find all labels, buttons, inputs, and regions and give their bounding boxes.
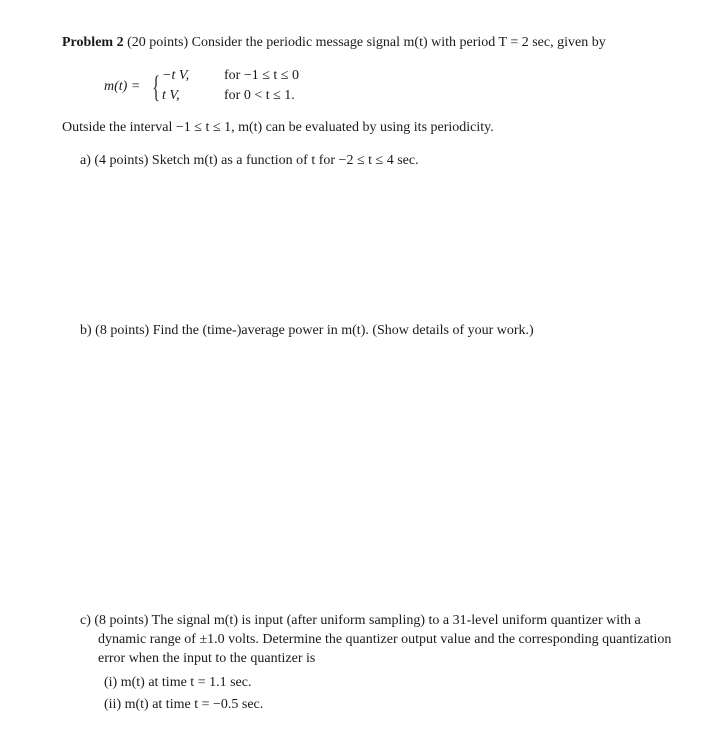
case1-expression: −t V, [162, 68, 190, 83]
part-c-subquestion-ii: (ii) m(t) at time t = −0.5 sec. [104, 697, 264, 712]
piecewise-brace: { [152, 69, 161, 104]
problem-statement: (20 points) Consider the periodic message signal m(t) with period T = 2 sec, given by [127, 35, 606, 50]
case1-condition: for −1 ≤ t ≤ 0 [224, 68, 299, 83]
part-c-question-line2: dynamic range of ±1.0 volts. Determine the quantizer output value and the corresponding quantization [98, 632, 672, 647]
problem-heading [62, 34, 606, 52]
part-c-question-line3: error when the input to the quantizer is [98, 651, 316, 666]
part-c-question-line1: c) (8 points) The signal m(t) is input (after uniform sampling) to a 31-level uniform quantizer with a [80, 613, 641, 628]
part-c-subquestion-i: (i) m(t) at time t = 1.1 sec. [104, 675, 252, 690]
periodicity-note: Outside the interval −1 ≤ t ≤ 1, m(t) can be evaluated by using its periodicity. [62, 120, 494, 135]
part-a-question: a) (4 points) Sketch m(t) as a function of t for −2 ≤ t ≤ 4 sec. [80, 153, 419, 168]
equation-lhs: m(t) = [104, 79, 141, 94]
part-b-question: b) (8 points) Find the (time-)average power in m(t). (Show details of your work.) [80, 323, 534, 338]
case2-expression: t V, [162, 88, 180, 103]
problem-label: Problem 2 [62, 35, 124, 50]
case2-condition: for 0 < t ≤ 1. [224, 88, 295, 103]
